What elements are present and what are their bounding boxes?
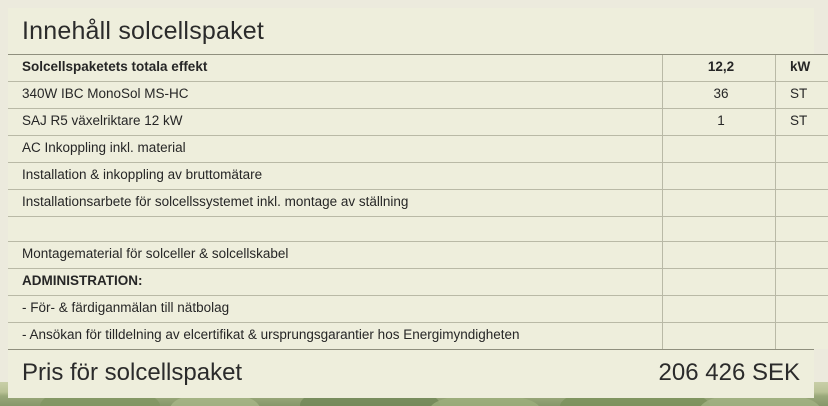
page-title: Innehåll solcellspaket (22, 17, 265, 45)
row-quantity: 12,2 (663, 54, 776, 81)
row-quantity (663, 295, 776, 322)
table-row (8, 241, 828, 268)
table-row (8, 216, 828, 241)
row-unit: ST (776, 108, 828, 135)
row-unit (776, 189, 828, 216)
row-quantity: 36 (663, 81, 776, 108)
row-quantity (663, 241, 776, 268)
row-quantity: 1 (663, 108, 776, 135)
table-row (8, 322, 828, 349)
row-unit (776, 268, 828, 295)
row-description: AC Inkoppling inkl. material (8, 135, 663, 162)
price-summary (8, 349, 814, 398)
table-body (8, 54, 828, 349)
row-description: Solcellspaketets totala effekt (8, 54, 663, 81)
row-unit (776, 135, 828, 162)
row-description: 340W IBC MonoSol MS-HC (8, 81, 663, 108)
row-unit: kW (776, 54, 828, 81)
table-row (8, 81, 828, 108)
package-contents-table (8, 54, 828, 349)
table-row (8, 135, 828, 162)
table-row (8, 295, 828, 322)
table-row (8, 162, 828, 189)
row-description: - Ansökan för tilldelning av elcertifikat & ursprungsgarantier hos Energimyndigheten (8, 322, 663, 349)
document-header (8, 8, 814, 54)
row-description: - För- & färdiganmälan till nätbolag (8, 295, 663, 322)
row-description: Montagematerial för solceller & solcellskabel (8, 241, 663, 268)
row-unit (776, 241, 828, 268)
row-unit (776, 162, 828, 189)
row-unit (776, 322, 828, 349)
row-description (8, 216, 663, 241)
row-quantity (663, 135, 776, 162)
row-unit: ST (776, 81, 828, 108)
row-quantity (663, 268, 776, 295)
row-description: Installation & inkoppling av bruttomätare (8, 162, 663, 189)
solar-package-document (8, 8, 814, 398)
row-quantity (663, 162, 776, 189)
table-row (8, 54, 828, 81)
price-value: 206 426 SEK (658, 358, 800, 386)
row-description: Installationsarbete för solcellssystemet inkl. montage av ställning (8, 189, 663, 216)
row-unit (776, 216, 828, 241)
row-unit (776, 295, 828, 322)
row-quantity (663, 216, 776, 241)
row-quantity (663, 189, 776, 216)
table-row (8, 268, 828, 295)
price-label: Pris för solcellspaket (22, 358, 243, 386)
row-description: SAJ R5 växelriktare 12 kW (8, 108, 663, 135)
row-quantity (663, 322, 776, 349)
table-row (8, 189, 828, 216)
table-row (8, 108, 828, 135)
row-description: ADMINISTRATION: (8, 268, 663, 295)
